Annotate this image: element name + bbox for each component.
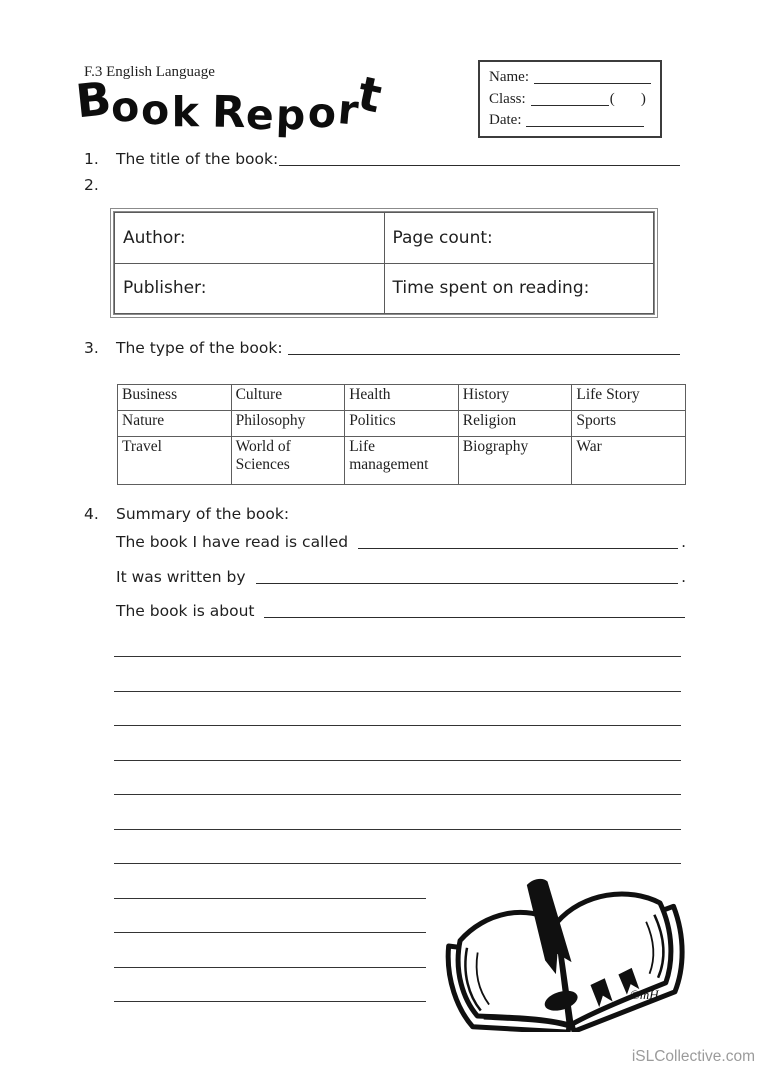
type-cell[interactable]: Business — [118, 385, 232, 411]
type-cell[interactable]: War — [572, 437, 686, 485]
page-title: Book Report — [73, 65, 389, 140]
type-cell[interactable]: Health — [345, 385, 459, 411]
summary-3-blank[interactable] — [264, 604, 685, 618]
q3-blank[interactable] — [288, 341, 680, 355]
summary-sentence-2 — [116, 568, 686, 586]
type-cell[interactable]: Religion — [458, 411, 572, 437]
writing-line[interactable] — [114, 794, 681, 795]
author-cell[interactable] — [115, 213, 385, 264]
question-1 — [84, 150, 681, 168]
publisher-cell[interactable] — [115, 263, 385, 314]
type-cell[interactable]: Nature — [118, 411, 232, 437]
question-3 — [84, 339, 681, 357]
q4-number: 4. — [84, 505, 99, 523]
q1-blank[interactable] — [279, 152, 680, 166]
page-count-label: Page count: — [392, 227, 493, 248]
class-row — [489, 91, 652, 108]
type-cell[interactable]: Biography — [458, 437, 572, 485]
q3-number: 3. — [84, 339, 99, 357]
writing-line[interactable] — [114, 691, 681, 692]
publisher-label: Publisher: — [123, 278, 207, 299]
q3-label: The type of the book: — [116, 339, 288, 357]
book-info-table — [110, 208, 658, 318]
writing-line-short[interactable] — [114, 898, 426, 899]
writing-line[interactable] — [114, 725, 681, 726]
writing-line[interactable] — [114, 829, 681, 830]
name-blank[interactable] — [534, 70, 651, 84]
date-blank[interactable] — [526, 113, 644, 127]
summary-1-period: . — [681, 533, 686, 551]
summary-3-label: The book is about — [116, 602, 260, 620]
summary-2-blank[interactable] — [256, 570, 679, 584]
page-count-cell[interactable] — [384, 213, 654, 264]
author-label: Author: — [123, 227, 186, 248]
type-cell[interactable]: Life Story — [572, 385, 686, 411]
type-cell[interactable]: Culture — [231, 385, 345, 411]
date-label: Date: — [489, 112, 522, 129]
book-type-table — [117, 384, 686, 485]
time-spent-cell[interactable] — [384, 263, 654, 314]
writing-line-short[interactable] — [114, 1001, 426, 1002]
date-row — [489, 112, 652, 129]
q1-label: The title of the book: — [116, 150, 279, 168]
type-cell[interactable]: Philosophy — [231, 411, 345, 437]
question-2 — [84, 176, 116, 194]
type-cell[interactable]: Travel — [118, 437, 232, 485]
class-label: Class: — [489, 90, 526, 107]
type-cell[interactable]: Life management — [345, 437, 459, 485]
writing-line[interactable] — [114, 760, 681, 761]
class-blank[interactable] — [531, 92, 609, 106]
artist-signature: ©mH — [630, 987, 659, 1002]
type-cell[interactable]: Sports — [572, 411, 686, 437]
summary-2-period: . — [681, 568, 686, 586]
q2-number: 2. — [84, 176, 99, 194]
student-info-box — [478, 60, 662, 138]
question-4 — [84, 505, 289, 523]
type-cell[interactable]: Politics — [345, 411, 459, 437]
summary-1-blank[interactable] — [358, 535, 678, 549]
writing-line[interactable] — [114, 863, 681, 864]
watermark: iSLCollective.com — [631, 1048, 755, 1065]
type-cell[interactable]: History — [458, 385, 572, 411]
class-number-parens: ( ) — [609, 90, 646, 107]
writing-line[interactable] — [114, 656, 681, 657]
q4-label: Summary of the book: — [116, 505, 290, 523]
time-spent-label: Time spent on reading: — [392, 278, 590, 299]
name-row — [489, 69, 652, 86]
q1-number: 1. — [84, 150, 99, 168]
type-cell[interactable]: World of Sciences — [231, 437, 345, 485]
course-label: F.3 English Language — [84, 64, 215, 80]
open-book-image — [434, 868, 694, 1032]
summary-sentence-3 — [116, 602, 686, 620]
summary-sentence-1 — [116, 533, 686, 551]
summary-2-label: It was written by — [116, 568, 251, 586]
name-label: Name: — [489, 68, 529, 85]
summary-1-label: The book I have read is called — [116, 533, 353, 551]
writing-line-short[interactable] — [114, 932, 426, 933]
writing-line-short[interactable] — [114, 967, 426, 968]
